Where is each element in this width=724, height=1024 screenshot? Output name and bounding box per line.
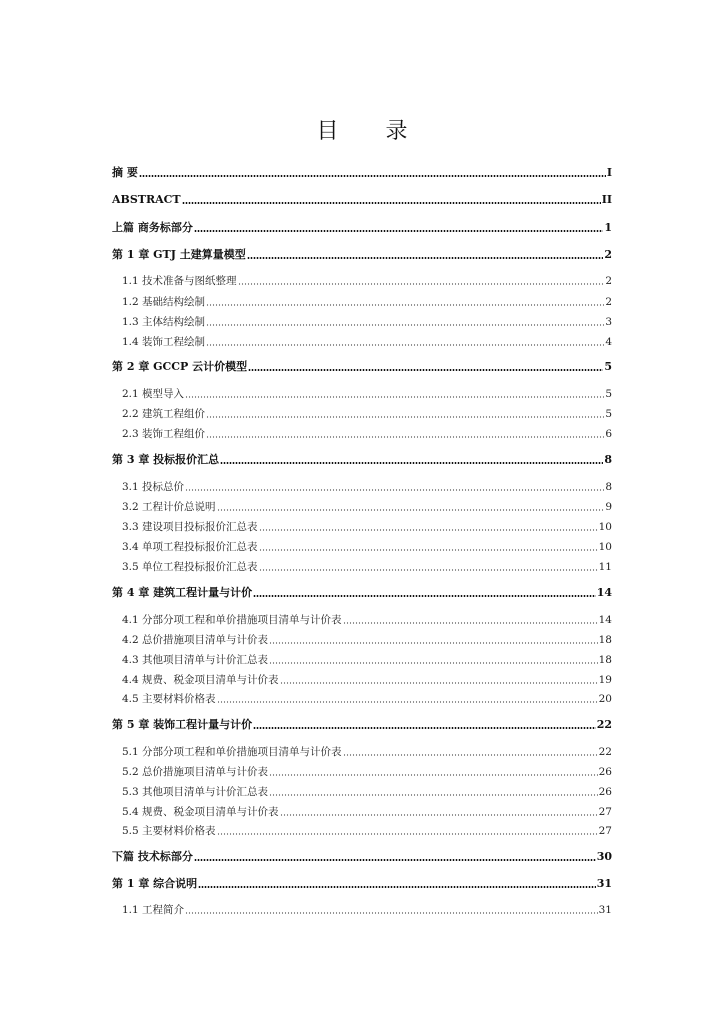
toc-entry[interactable]	[112, 803, 612, 819]
dot-leader	[194, 230, 604, 232]
toc-entry[interactable]	[112, 651, 612, 667]
dot-leader	[253, 727, 596, 729]
dot-leader	[206, 304, 604, 306]
dot-leader	[206, 344, 604, 346]
toc-entry-label: 4.1 分部分项工程和单价措施项目清单与计价表	[122, 614, 342, 626]
toc-entry[interactable]	[112, 313, 612, 329]
dot-leader	[185, 489, 604, 491]
toc-entry-page: 2	[605, 296, 612, 308]
toc-entry[interactable]	[112, 716, 612, 732]
toc-entry-page: 2	[605, 275, 612, 287]
page-title: 目 录	[316, 119, 428, 144]
dot-leader	[343, 622, 598, 624]
toc-entry-page: 30	[596, 850, 612, 863]
toc-entry-page: 31	[596, 877, 612, 890]
toc-entry-page: 4	[605, 336, 612, 348]
toc-entry-label: ABSTRACT	[112, 193, 181, 206]
toc-entry-page: 3	[605, 316, 612, 328]
dot-leader	[247, 257, 604, 259]
toc-entry-page: 14	[596, 586, 612, 599]
toc-entry-label: 4.4 规费、税金项目清单与计价表	[122, 674, 279, 686]
toc-entry[interactable]	[112, 164, 612, 180]
dot-leader	[269, 662, 598, 664]
dot-leader	[206, 324, 604, 326]
toc-entry-label: 第 3 章 投标报价汇总	[112, 453, 220, 466]
toc-entry-label: 1.2 基础结构绘制	[122, 296, 206, 308]
toc-entry-label: 第 5 章 装饰工程计量与计价	[112, 718, 253, 731]
toc-entry-page: 11	[598, 561, 612, 573]
toc-entry[interactable]	[112, 763, 612, 779]
toc-entry-page: 22	[596, 718, 612, 731]
toc-entry-page: 27	[598, 806, 612, 818]
toc-entry-page: 26	[598, 766, 612, 778]
dot-leader	[248, 369, 603, 371]
toc-entry[interactable]	[112, 358, 612, 374]
toc-entry-page: 22	[598, 746, 612, 758]
toc-entry-label: 上篇 商务标部分	[112, 221, 193, 234]
toc-entry[interactable]	[112, 333, 612, 349]
dot-leader	[269, 774, 598, 776]
toc-entry-page: II	[601, 193, 612, 206]
toc-entry-page: 18	[598, 634, 612, 646]
dot-leader	[238, 283, 605, 285]
toc-entry[interactable]	[112, 822, 612, 838]
toc-entry[interactable]	[112, 671, 612, 687]
toc-entry[interactable]	[112, 783, 612, 799]
dot-leader	[139, 175, 606, 177]
toc-entry[interactable]	[112, 901, 612, 917]
dot-leader	[269, 794, 598, 796]
toc-entry-label: 1.1 工程简介	[122, 904, 185, 916]
dot-leader	[185, 912, 598, 914]
toc-entry-label: 5.5 主要材料价格表	[122, 825, 216, 837]
toc-entry-page: 8	[605, 481, 612, 493]
toc-entry-page: 18	[598, 654, 612, 666]
toc-entry[interactable]	[112, 219, 612, 235]
toc-entry[interactable]	[112, 538, 612, 554]
toc-entry-label: 4.2 总价措施项目清单与计价表	[122, 634, 269, 646]
toc-entry-label: 5.4 规费、税金项目清单与计价表	[122, 806, 279, 818]
toc-entry-label: 下篇 技术标部分	[112, 850, 193, 863]
toc-entry-page: 5	[605, 408, 612, 420]
toc-entry[interactable]	[112, 246, 612, 262]
toc-entry-label: 3.1 投标总价	[122, 481, 185, 493]
toc-entry-label: 第 2 章 GCCP 云计价模型	[112, 360, 248, 373]
toc-entry-page: 14	[598, 614, 612, 626]
dot-leader	[206, 436, 604, 438]
dot-leader	[217, 833, 598, 835]
dot-leader	[280, 682, 598, 684]
toc-entry[interactable]	[112, 690, 612, 706]
toc-entry[interactable]	[112, 743, 612, 759]
toc-entry[interactable]	[112, 385, 612, 401]
toc-entry[interactable]	[112, 405, 612, 421]
toc-entry-label: 5.2 总价措施项目清单与计价表	[122, 766, 269, 778]
dot-leader	[343, 754, 598, 756]
toc-entry-label: 第 1 章 GTJ 土建算量模型	[112, 248, 246, 261]
toc-entry[interactable]	[112, 584, 612, 600]
dot-leader	[269, 642, 598, 644]
dot-leader	[259, 529, 598, 531]
dot-leader	[182, 202, 601, 204]
toc-entry-page: 1	[604, 221, 612, 234]
dot-leader	[280, 814, 598, 816]
toc-entry-label: 4.5 主要材料价格表	[122, 693, 216, 705]
toc-entry-label: 3.4 单项工程投标报价汇总表	[122, 541, 258, 553]
toc-entry[interactable]	[112, 875, 612, 891]
toc-entry-page: 8	[604, 453, 612, 466]
toc-entry-page: 20	[598, 693, 612, 705]
toc-entry-label: 2.2 建筑工程组价	[122, 408, 206, 420]
dot-leader	[194, 859, 596, 861]
toc-entry[interactable]	[112, 498, 612, 514]
toc-entry-label: 2.3 装饰工程组价	[122, 428, 206, 440]
toc-entry-label: 4.3 其他项目清单与计价汇总表	[122, 654, 269, 666]
toc-entry[interactable]	[112, 848, 612, 864]
toc-entry-label: 3.2 工程计价总说明	[122, 501, 216, 513]
toc-entry-page: 19	[598, 674, 612, 686]
toc-entry[interactable]	[112, 558, 612, 574]
dot-leader	[185, 396, 604, 398]
toc-entry[interactable]	[112, 191, 612, 207]
toc-entry-page: 6	[605, 428, 612, 440]
dot-leader	[217, 701, 598, 703]
toc-entry[interactable]	[112, 425, 612, 441]
toc-entry-page: 31	[598, 904, 612, 916]
toc-entry-label: 1.1 技术准备与图纸整理	[122, 275, 237, 287]
dot-leader	[206, 416, 604, 418]
toc-entry-label: 5.1 分部分项工程和单价措施项目清单与计价表	[122, 746, 342, 758]
dot-leader	[220, 462, 603, 464]
toc-entry-page: 2	[604, 248, 612, 261]
toc-entry[interactable]	[112, 631, 612, 647]
toc-entry[interactable]	[112, 293, 612, 309]
toc-entry[interactable]	[112, 478, 612, 494]
toc-entry-label: 2.1 模型导入	[122, 388, 185, 400]
toc-entry[interactable]	[112, 518, 612, 534]
toc-entry-page: 5	[605, 388, 612, 400]
dot-leader	[253, 595, 596, 597]
toc-entry-page: I	[606, 166, 612, 179]
toc-entry-label: 5.3 其他项目清单与计价汇总表	[122, 786, 269, 798]
toc-entry-page: 10	[598, 541, 612, 553]
toc-entry-page: 5	[604, 360, 612, 373]
toc-entry[interactable]	[112, 451, 612, 467]
toc-entry-page: 10	[598, 521, 612, 533]
toc-entry-page: 27	[598, 825, 612, 837]
dot-leader	[217, 509, 605, 511]
toc-entry-label: 1.3 主体结构绘制	[122, 316, 206, 328]
toc-entry-label: 第 1 章 综合说明	[112, 877, 198, 890]
dot-leader	[259, 549, 598, 551]
toc-entry[interactable]	[112, 272, 612, 288]
dot-leader	[198, 886, 596, 888]
toc-entry-label: 摘 要	[112, 166, 138, 179]
toc-entry[interactable]	[112, 611, 612, 627]
toc-entry-page: 26	[598, 786, 612, 798]
toc-entry-page: 9	[605, 501, 612, 513]
toc-entry-label: 3.5 单位工程投标报价汇总表	[122, 561, 258, 573]
dot-leader	[259, 569, 598, 571]
toc-entry-label: 1.4 装饰工程绘制	[122, 336, 206, 348]
toc-entry-label: 3.3 建设项目投标报价汇总表	[122, 521, 258, 533]
toc-entry-label: 第 4 章 建筑工程计量与计价	[112, 586, 253, 599]
